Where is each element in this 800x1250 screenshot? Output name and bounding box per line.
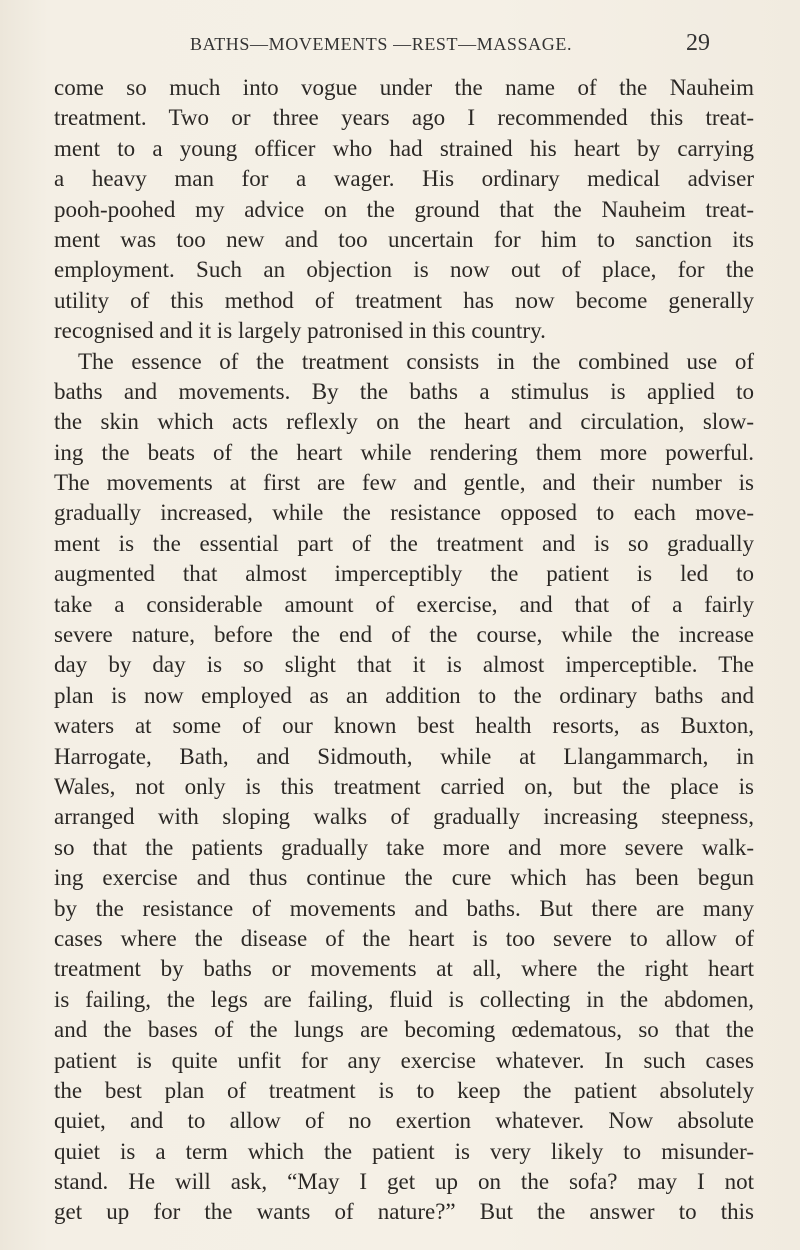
text-line: a heavy man for a wager. His ordinary medical adviser	[54, 166, 754, 192]
text-line: waters at some of our known best health resorts, as Buxton,	[54, 713, 754, 739]
body-text	[54, 73, 754, 1228]
text-line: patient is quite unfit for any exercise whatever. In such cases	[54, 1047, 754, 1073]
page-header	[0, 30, 800, 60]
text-line: treatment. Two or three years ago I recommended this treat-	[54, 105, 754, 131]
text-line: day by day is so slight that it is almost imperceptible. The	[54, 652, 754, 678]
text-line: the skin which acts reflexly on the heart and circulation, slow-	[54, 409, 754, 435]
paragraph-first-line: The essence of the treatment consists in the combined use of	[78, 348, 754, 374]
text-line: and the bases of the lungs are becoming œdematous, so that the	[54, 1017, 754, 1043]
text-line: treatment by baths or movements at all, where the right heart	[54, 956, 754, 982]
text-line: recognised and it is largely patronised in this country.	[54, 318, 546, 344]
text-line: employment. Such an objection is now out of place, for the	[54, 257, 754, 283]
page-number: 29	[686, 30, 710, 56]
text-line: arranged with sloping walks of gradually increasing steepness,	[54, 804, 754, 830]
text-line: by the resistance of movements and baths. But there are many	[54, 895, 754, 921]
text-line: The movements at first are few and gentle, and their number is	[54, 470, 754, 496]
text-line: is failing, the legs are failing, fluid is collecting in the abdomen,	[54, 986, 754, 1012]
text-line: quiet, and to allow of no exertion whatever. Now absolute	[54, 1108, 754, 1134]
text-line: get up for the wants of nature?” But the answer to this	[54, 1199, 754, 1225]
text-line: come so much into vogue under the name of the Nauheim	[54, 75, 754, 100]
text-line: the best plan of treatment is to keep the patient absolutely	[54, 1077, 754, 1103]
running-head: BATHS—MOVEMENTS —REST—MASSAGE.	[190, 34, 573, 54]
text-line: cases where the disease of the heart is too severe to allow of	[54, 925, 754, 951]
text-line: severe nature, before the end of the course, while the increase	[54, 622, 754, 648]
text-line: pooh-poohed my advice on the ground that the Nauheim treat-	[54, 196, 754, 222]
text-line: ment was too new and too uncertain for him to sanction its	[54, 226, 754, 252]
text-line: Wales, not only is this treatment carried on, but the place is	[54, 773, 754, 799]
text-line: quiet is a term which the patient is very likely to misunder-	[54, 1138, 754, 1164]
text-line: gradually increased, while the resistance opposed to each move-	[54, 500, 754, 526]
text-line: ing the beats of the heart while rendering them more powerful.	[54, 439, 754, 465]
text-line: utility of this method of treatment has now become generally	[54, 287, 754, 313]
text-line: ment is the essential part of the treatment and is so gradually	[54, 530, 754, 556]
text-line: plan is now employed as an addition to the ordinary baths and	[54, 682, 754, 708]
text-line: stand. He will ask, “May I get up on the sofa? may I not	[54, 1169, 754, 1195]
text-line: ing exercise and thus continue the cure which has been begun	[54, 865, 754, 891]
text-line: augmented that almost imperceptibly the patient is led to	[54, 561, 754, 587]
text-line: take a considerable amount of exercise, and that of a fairly	[54, 591, 754, 617]
text-line: baths and movements. By the baths a stimulus is applied to	[54, 378, 754, 404]
text-line: ment to a young officer who had strained his heart by carrying	[54, 135, 754, 161]
text-line: Harrogate, Bath, and Sidmouth, while at Llangammarch, in	[54, 743, 754, 769]
text-line: so that the patients gradually take more and more severe walk-	[54, 834, 754, 860]
